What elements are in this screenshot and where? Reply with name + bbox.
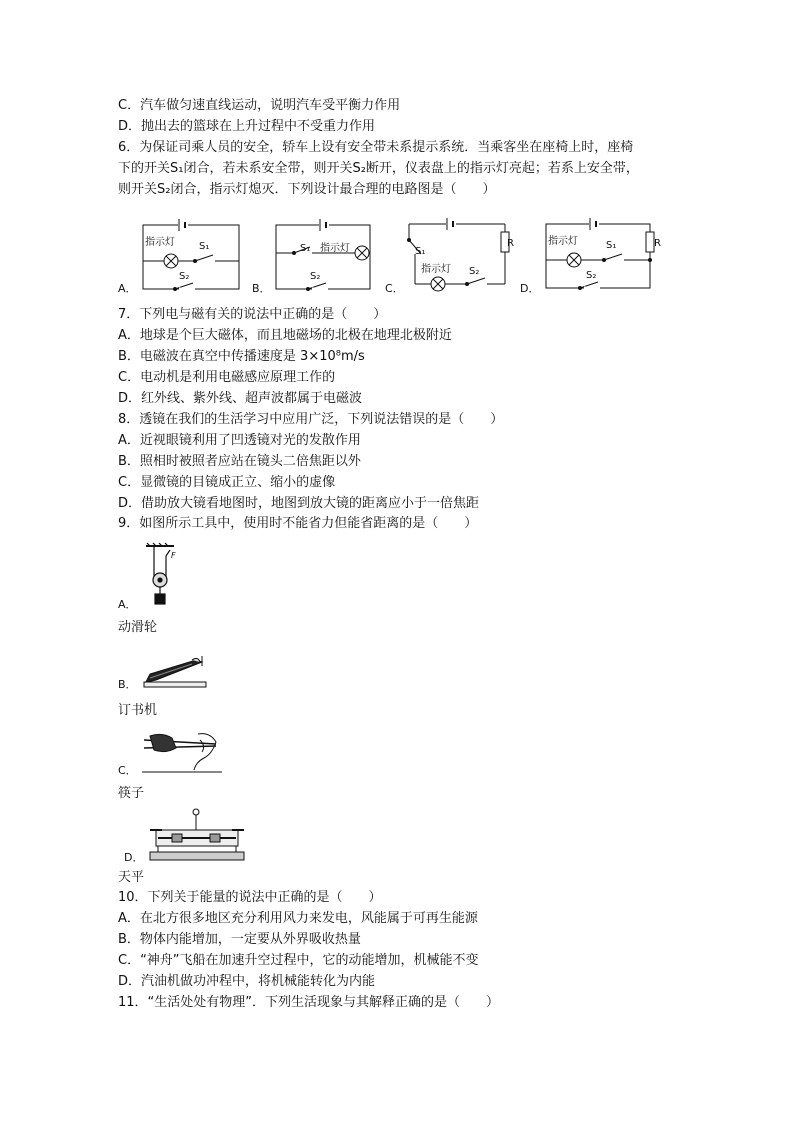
question-8: 8．透镜在我们的生活学习中应用广泛，下列说法错误的是（ ）	[118, 412, 504, 427]
question-7-option-b: B．电磁波在真空中传播速度是 3×10⁸m/s	[118, 349, 365, 364]
tool-c-letter: C．	[118, 764, 137, 777]
movable-pulley-image	[142, 542, 182, 608]
circuit-c-letter: C．	[385, 282, 404, 295]
question-11: 11．“生活处处有物理”．下列生活现象与其解释正确的是（ ）	[118, 995, 500, 1010]
s1-label: S₁	[606, 240, 617, 251]
question-7-option-a: A．地球是个巨大磁体，而且地磁场的北极在地理北极附近	[118, 328, 452, 343]
question-8-option-a: A．近视眼镜利用了凹透镜对光的发散作用	[118, 433, 361, 448]
question-10-option-d: D．汽油机做功冲程中，将机械能转化为内能	[118, 974, 376, 989]
question-8-option-d: D．借助放大镜看地图时，地图到放大镜的距离应小于一倍焦距	[118, 496, 480, 511]
tool-d-name: 天平	[118, 870, 145, 885]
tool-d-letter: D．	[124, 851, 144, 864]
question-6-line-1: 6．为保证司乘人员的安全，轿车上设有安全带未系提示系统．当乘客坐在座椅上时，座椅	[118, 140, 634, 155]
s2-label: S₂	[179, 271, 190, 282]
question-7-option-c: C．电动机是利用电磁感应原理工作的	[118, 370, 336, 385]
lamp-label: 指示灯	[320, 243, 350, 254]
question-10-option-b: B．物体内能增加，一定要从外界吸收热量	[118, 932, 361, 947]
question-6-line-2: 下的开关S₁闭合，若未系安全带，则开关S₂断开，仪表盘上的指示灯亮起；若系上安全带，	[118, 161, 639, 176]
s1-label: S₁	[300, 243, 311, 254]
tool-b-name: 订书机	[118, 703, 158, 718]
question-7: 7．下列电与磁有关的说法中正确的是（ ）	[118, 307, 387, 322]
s1-label: S₁	[415, 246, 426, 257]
s2-label: S₂	[310, 271, 321, 282]
question-10-option-a: A．在北方很多地区充分利用风力来发电，风能属于可再生能源	[118, 911, 478, 926]
question-8-option-c: C．显微镜的目镜成正立、缩小的虚像	[118, 475, 336, 490]
s1-label: S₁	[199, 241, 210, 252]
circuit-a-diagram	[135, 213, 245, 295]
s2-label: S₂	[586, 270, 597, 281]
question-8-option-b: B．照相时被照者应站在镜头二倍焦距以外	[118, 454, 361, 469]
question-7-option-d: D．红外线、紫外线、超声波都属于电磁波	[118, 391, 363, 406]
circuit-b-letter: B．	[252, 282, 271, 295]
s2-label: S₂	[469, 266, 480, 277]
chopsticks-image	[142, 728, 224, 774]
r-label: R	[507, 238, 514, 249]
lamp-label: 指示灯	[145, 237, 175, 248]
question-10-option-c: C．“神舟”飞船在加速升空过程中，它的动能增加，机械能不变	[118, 953, 479, 968]
option-d-line: D．抛出去的篮球在上升过程中不受重力作用	[118, 119, 376, 134]
tool-a-letter: A．	[118, 598, 137, 611]
circuit-c-diagram	[401, 208, 517, 296]
tool-c-name: 筷子	[118, 786, 145, 801]
stapler-image	[142, 654, 210, 690]
tool-a-name: 动滑轮	[118, 620, 158, 635]
r-label: R	[654, 238, 661, 249]
lamp-label: 指示灯	[421, 264, 451, 275]
circuit-a-letter: A．	[118, 282, 137, 295]
circuit-d-letter: D．	[520, 282, 540, 295]
lamp-label: 指示灯	[548, 236, 578, 247]
question-9: 9．如图所示工具中，使用时不能省力但能省距离的是（ ）	[118, 516, 478, 531]
question-10: 10．下列关于能量的说法中正确的是（ ）	[118, 890, 382, 905]
question-6-line-3: 则开关S₂闭合，指示灯熄灭．下列设计最合理的电路图是（ ）	[118, 182, 496, 197]
balance-image	[148, 806, 248, 864]
tool-b-letter: B．	[118, 678, 137, 691]
option-c-line: C．汽车做匀速直线运动，说明汽车受平衡力作用	[118, 98, 401, 113]
force-label: F	[171, 551, 176, 560]
circuit-b-diagram	[268, 213, 378, 295]
circuit-d-diagram	[538, 210, 662, 296]
